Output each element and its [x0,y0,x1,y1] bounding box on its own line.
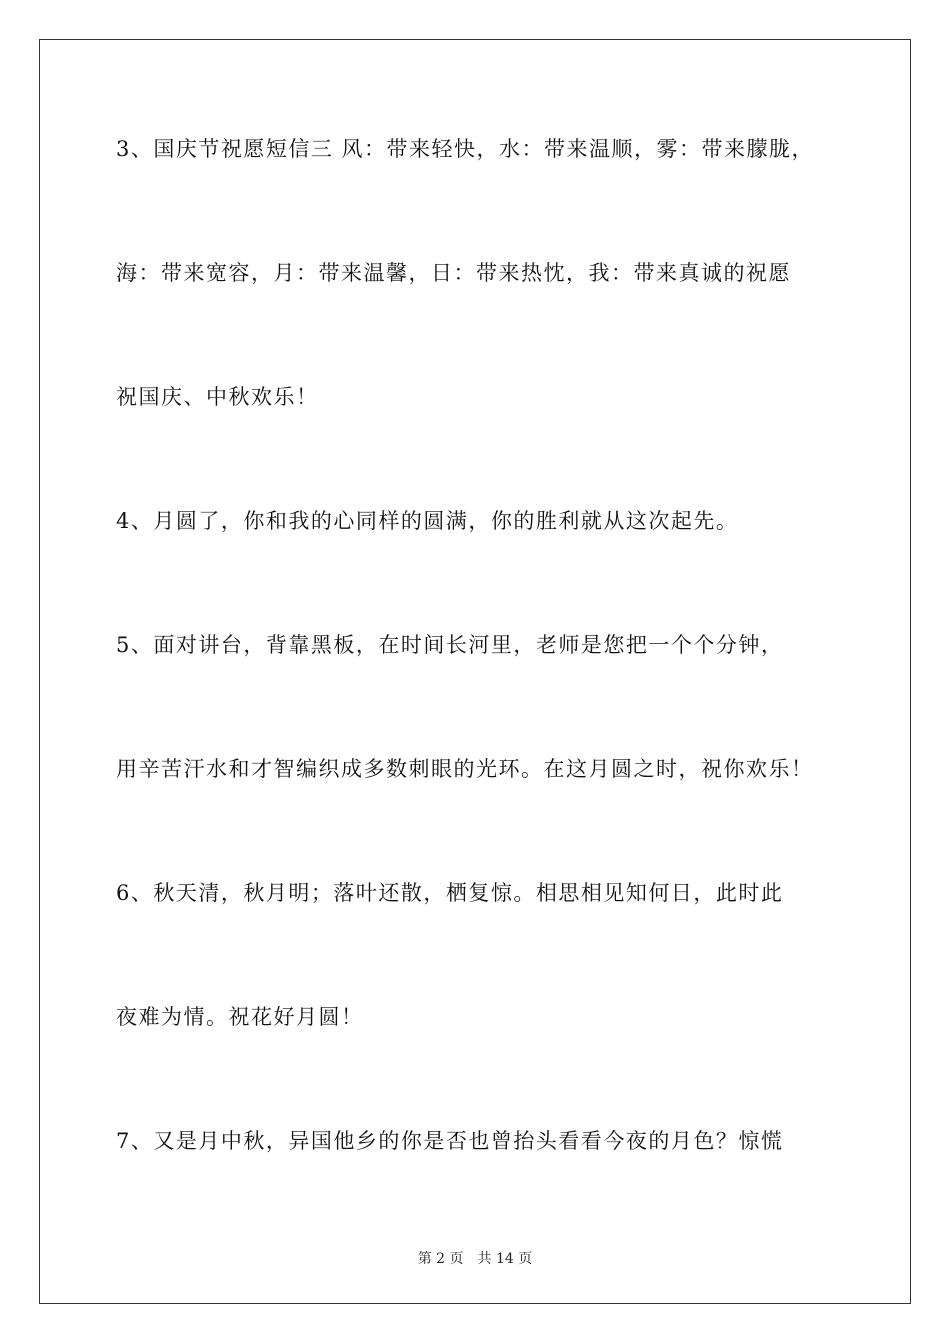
page-total: 共 14 页 [477,1251,533,1267]
text-line: 5、面对讲台，背靠黑板，在时间长河里，老师是您把一个个分钟， [116,633,784,657]
text-line: 夜难为情。祝花好月圆！ [116,1005,364,1029]
document-body [116,128,856,1244]
text-line: 3、国庆节祝愿短信三 风：带来轻快，水：带来温顺，雾：带来朦胧， [116,137,815,161]
text-line: 7、又是月中秋，异国他乡的你是否也曾抬头看看今夜的月色？惊慌 [116,1129,784,1153]
text-line: 用辛苦汗水和才智编织成多数刺眼的光环。在这月圆之时，祝你欢乐！ [116,757,814,781]
text-line: 4、月圆了，你和我的心同样的圆满，你的胜利就从这次起先。 [116,509,739,533]
text-line: 6、秋天清，秋月明；落叶还散，栖复惊。相思相见知何日，此时此 [116,881,784,905]
page-number: 第 2 页 [417,1251,464,1267]
text-line: 祝国庆、中秋欢乐！ [116,385,319,409]
text-line: 海：带来宽容，月：带来温馨，日：带来热忱，我：带来真诚的祝愿 [116,261,791,285]
page-footer [0,1248,950,1268]
